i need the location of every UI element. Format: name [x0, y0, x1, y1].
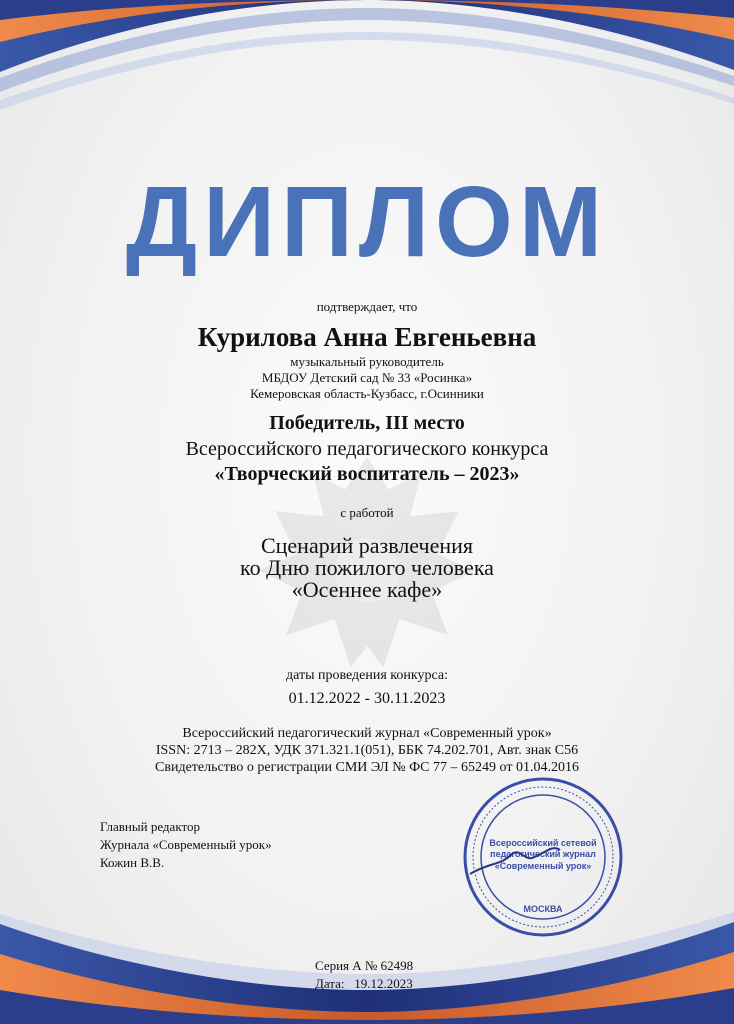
contest-name: «Творческий воспитатель – 2023» — [214, 463, 520, 485]
top-wave-decoration — [0, 0, 734, 120]
award-place: Победитель, III место — [269, 412, 465, 434]
diploma-title: ДИПЛОМ — [125, 166, 609, 278]
confirms-text: подтверждает, что — [316, 299, 418, 314]
issue-date: Дата: 19.12.2023 — [315, 976, 413, 991]
journal-registration: Свидетельство о регистрации СМИ ЭЛ № ФС 77 – 65249 от 01.04.2016 — [155, 760, 579, 775]
journal-issn: ISSN: 2713 – 282Х, УДК 371.321.1(051), ББК 74.202.701, Авт. знак С56 — [155, 743, 579, 758]
stamp-text: педагогический журнал — [490, 849, 596, 859]
series-number: Серия А № 62498 — [315, 958, 414, 973]
work-title-line: «Осеннее кафе» — [291, 577, 443, 602]
journal-name: Всероссийский педагогический журнал «Современный урок» — [182, 726, 552, 741]
recipient-organization: МБДОУ Детский сад № 33 «Росинка» — [261, 370, 473, 385]
contest-dates: 01.12.2022 - 30.11.2023 — [288, 690, 446, 707]
editor-title: Главный редактор — [100, 819, 200, 834]
contest-type: Всероссийского педагогического конкурса — [185, 438, 549, 460]
stamp-text: Всероссийский сетевой — [489, 838, 597, 848]
work-label: с работой — [340, 505, 394, 520]
stamp-city: МОСКВА — [523, 904, 563, 914]
work-title-line: Сценарий развлечения — [260, 533, 474, 558]
stamp-text: «Современный урок» — [494, 861, 592, 871]
editor-journal: Журнала «Современный урок» — [100, 837, 272, 852]
editor-name: Кожин В.В. — [100, 855, 165, 870]
dates-label: даты проведения конкурса: — [286, 668, 448, 683]
recipient-position: музыкальный руководитель — [290, 354, 444, 369]
recipient-name: Курилова Анна Евгеньевна — [197, 322, 537, 352]
recipient-location: Кемеровская область-Кузбасс, г.Осинники — [250, 386, 484, 401]
work-title-line: ко Дню пожилого человека — [240, 555, 494, 580]
footer-block — [315, 957, 413, 993]
editor-block — [100, 818, 272, 872]
